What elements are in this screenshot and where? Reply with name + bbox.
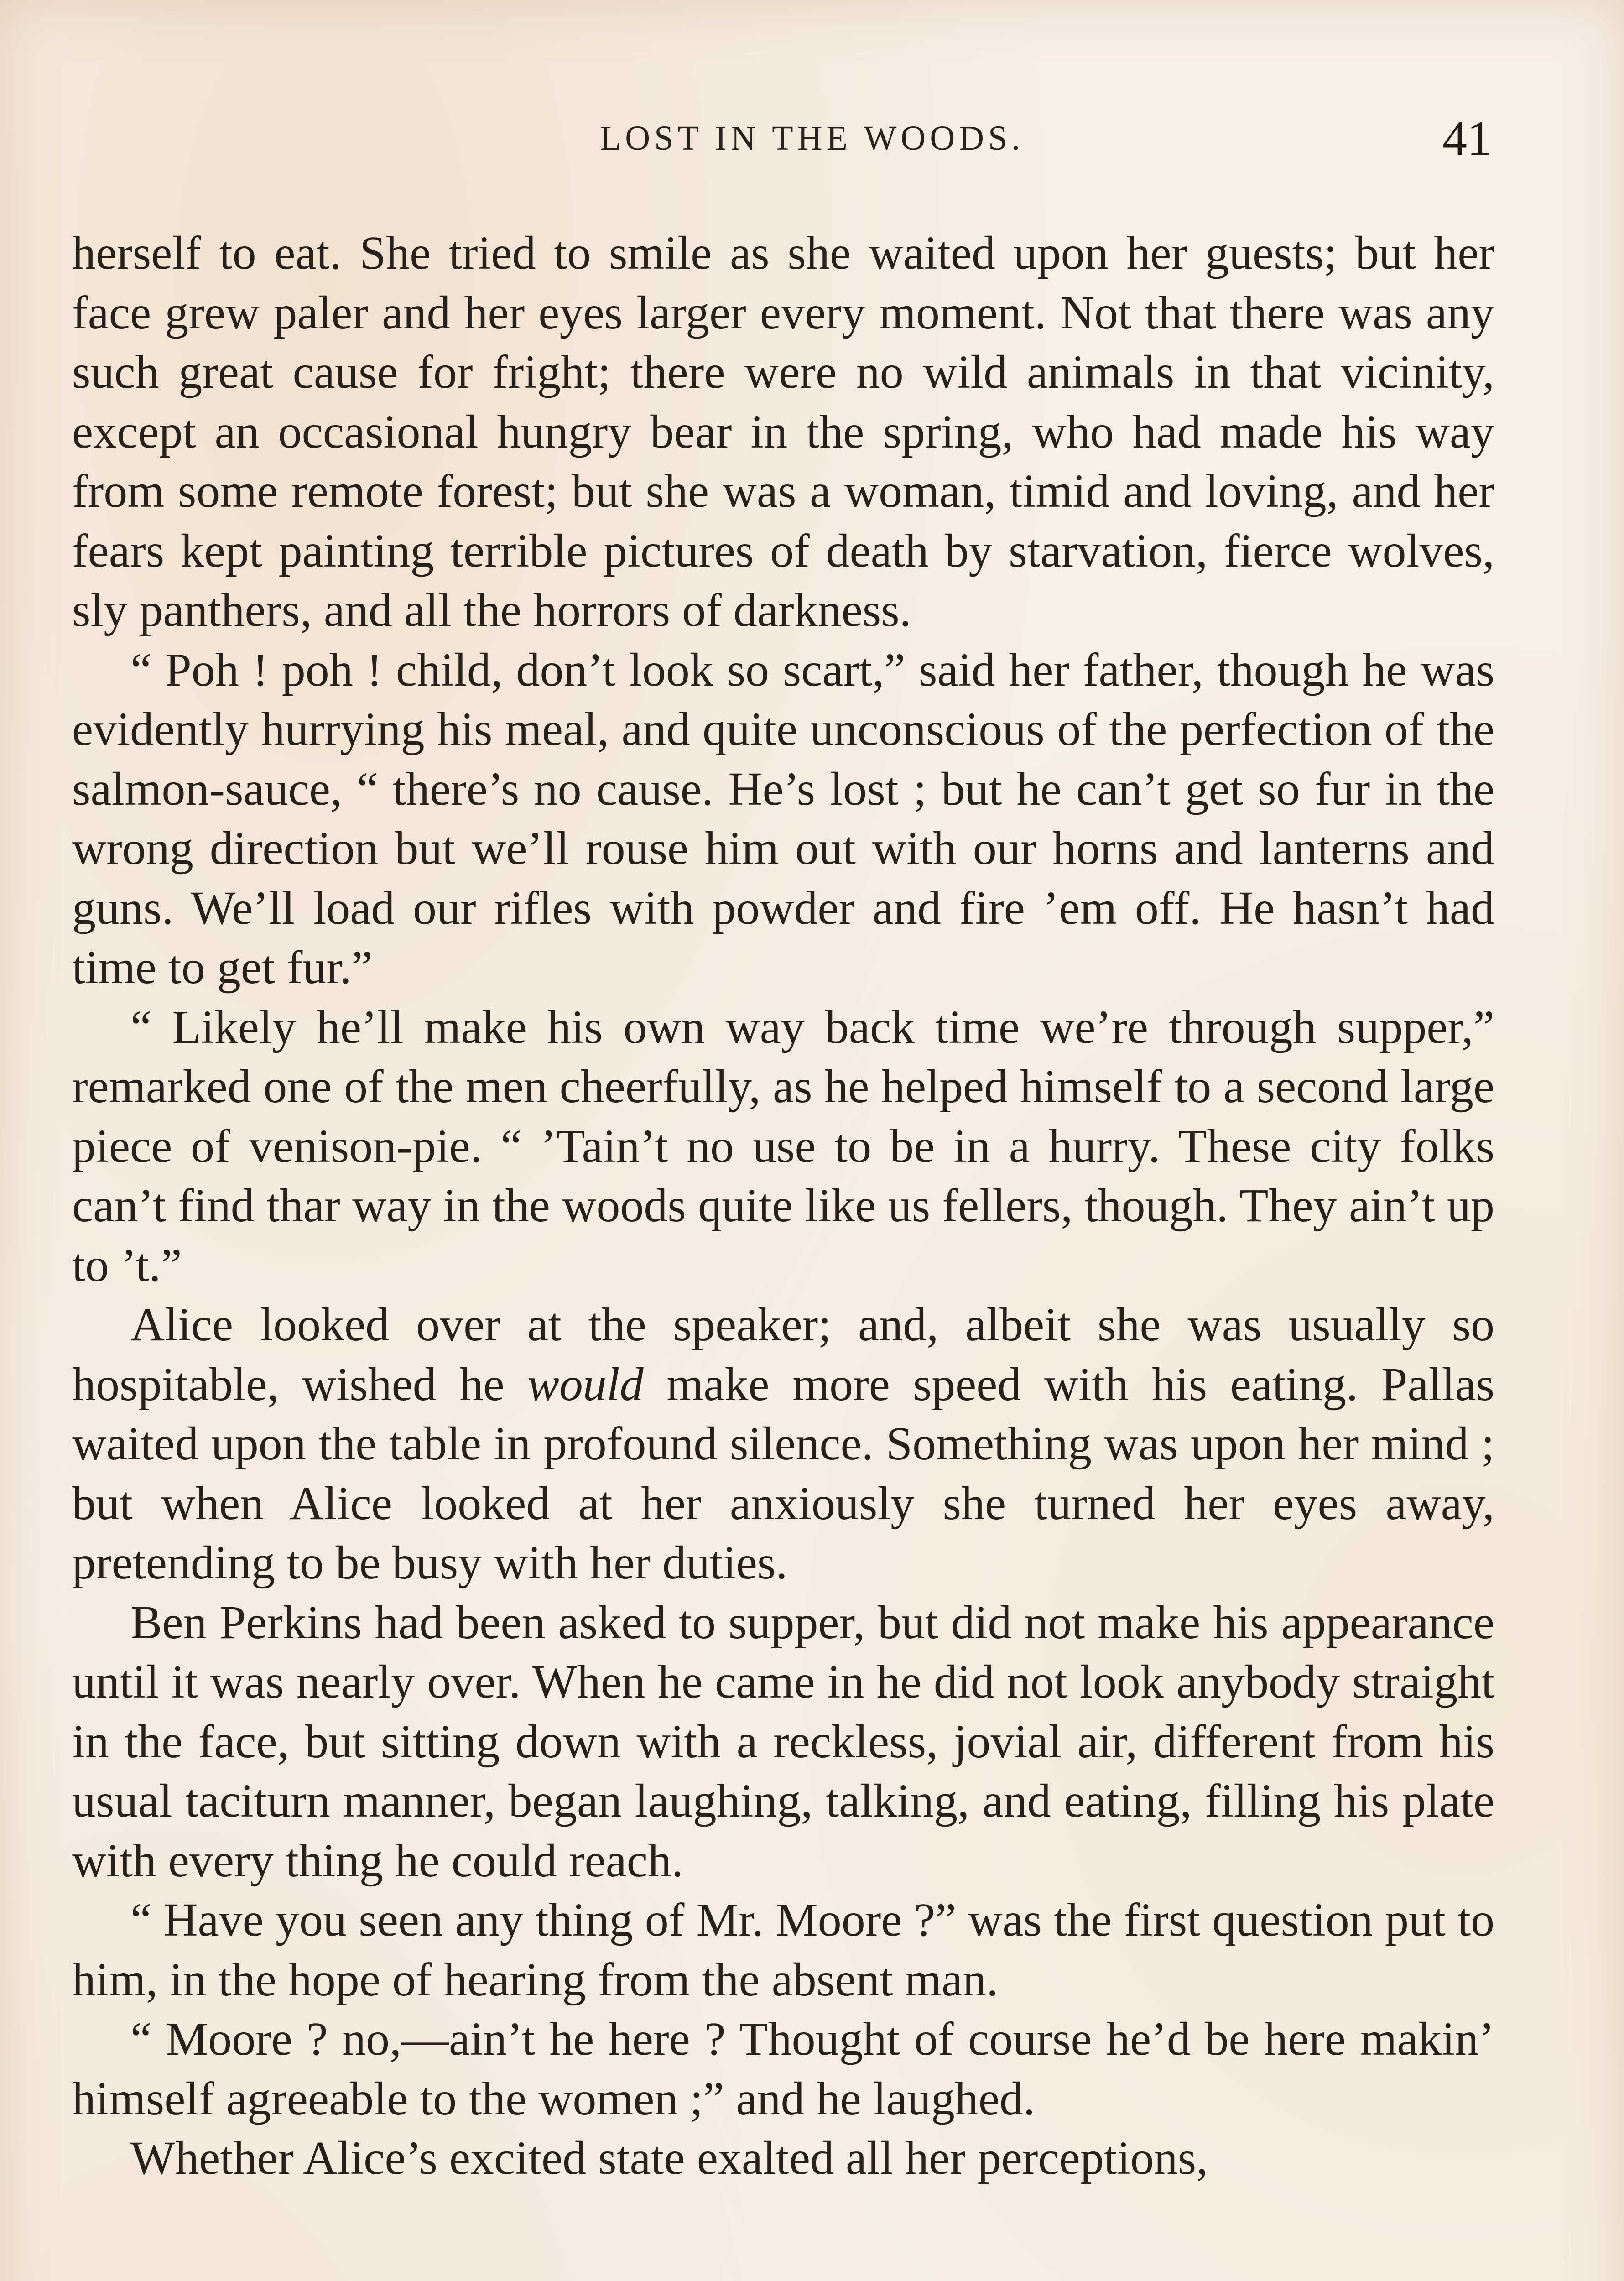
paragraph	[72, 1295, 1494, 1593]
paragraph-text: “ Have you seen any thing of Mr. Moore ?” was the first question put to him, in the hope of hearing from the absent man.	[72, 1894, 1494, 2006]
paragraph	[72, 1890, 1494, 2010]
emphasized-word: would	[527, 1358, 644, 1411]
paragraph-text: Whether Alice’s excited state exalted all her perceptions,	[130, 2132, 1208, 2184]
paragraph-text: make more speed with his eating. Pallas waited upon the table in profound silence. Something was upon her mind ; but when Alice looked at her anxiously she turned her eyes away, pretending to be busy with her duties.	[72, 1358, 1494, 1589]
paragraph-text: “ Likely he’ll make his own way back time we’re through supper,” remarked one of the men cheerfully, as he helped himself to a second large piece of venison-pie. “ ’Tain’t no use to be in a hurry. These city folks can’t find thar way in the woods quite like us fellers, though. They ain’t up to ’t.”	[72, 1000, 1494, 1292]
page-header	[0, 111, 1624, 173]
paragraph	[72, 641, 1494, 998]
paragraph-text: “ Poh ! poh ! child, don’t look so scart,” said her father, though he was evidently hurrying his meal, and quite unconscious of the perfection of the salmon-sauce, “ there’s no cause. He’s lost ; but he can’t get so fur in the wrong direction but we’ll rouse him out with our horns and lanterns and guns. We’ll load our rifles with powder and fire ’em off. He hasn’t had time to get fur.”	[72, 643, 1494, 994]
page-number: 41	[1442, 111, 1492, 166]
body-text	[72, 224, 1494, 2188]
paragraph-text: herself to eat. She tried to smile as she waited upon her guests; but her face grew paler and her eyes larger every moment. Not that there was any such great cause for fright; there were no wild animals in that vicinity, except an occasional hungry bear in the spring, who had made his way from some remote forest; but she was a woman, timid and loving, and her fears kept painting terrible pictures of death by starvation, fierce wolves, sly panthers, and all the horrors of darkness.	[72, 227, 1494, 636]
paragraph-text: Ben Perkins had been asked to supper, but did not make his appearance until it was nearly over. When he came in he did not look anybody straight in the face, but sitting down with a reckless, jovial air, different from his usual taciturn manner, began laughing, talking, and eating, filling his plate with every thing he could reach.	[72, 1596, 1494, 1887]
paragraph	[72, 2010, 1494, 2129]
paragraph-text: “ Moore ? no,—ain’t he here ? Thought of course he’d be here makin’ himself agreeable to the women ;” and he laughed.	[72, 2013, 1494, 2125]
paragraph	[72, 2129, 1494, 2188]
paragraph-text: Alice looked over at the speaker; and, albeit she was usually so hospitable, wished he	[72, 1298, 1494, 1411]
paragraph	[72, 224, 1494, 641]
running-title: LOST IN THE WOODS.	[599, 119, 1025, 157]
paragraph	[72, 998, 1494, 1296]
paragraph	[72, 1593, 1494, 1891]
